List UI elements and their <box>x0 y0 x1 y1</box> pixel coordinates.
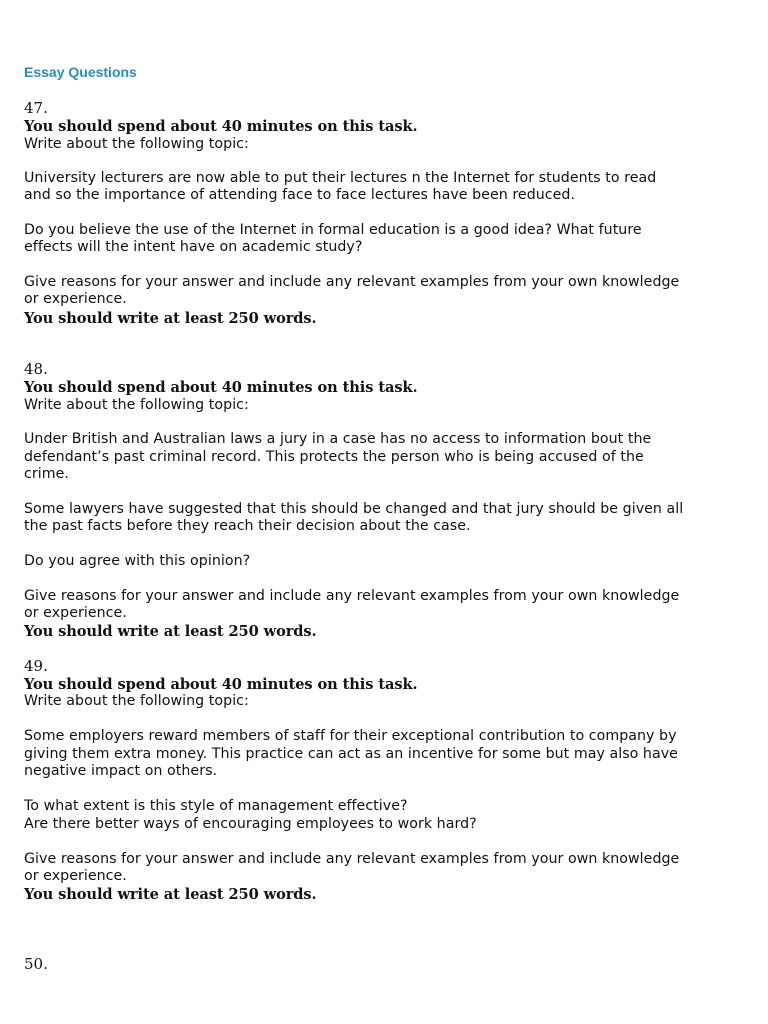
question-text: To what extent is this style of management effective? <box>24 798 408 814</box>
topic-intro: Write about the following topic: <box>24 397 249 413</box>
prompt-text: defendant’s past criminal record. This protects the person who is being accused of the <box>24 449 644 465</box>
reasons-text: Give reasons for your answer and include any relevant examples from your own knowledge <box>24 274 680 290</box>
prompt-text: Some employers reward members of staff for their exceptional contribution to company by <box>24 728 677 744</box>
reasons-text: Give reasons for your answer and include any relevant examples from your own knowledge <box>24 851 680 867</box>
time-instruction: You should spend about 40 minutes on this task. <box>24 379 418 396</box>
prompt-text: the past facts before they reach their decision about the case. <box>24 518 471 534</box>
question-text: Do you believe the use of the Internet in formal education is a good idea? What future <box>24 222 642 238</box>
reasons-text: or experience. <box>24 291 127 307</box>
reasons-text: or experience. <box>24 605 127 621</box>
question-text: Are there better ways of encouraging employees to work hard? <box>24 816 477 832</box>
section-heading: Essay Questions <box>24 64 137 80</box>
word-count-instruction: You should write at least 250 words. <box>24 886 317 903</box>
prompt-text: giving them extra money. This practice can act as an incentive for some but may also have <box>24 746 678 762</box>
prompt-text: negative impact on others. <box>24 763 218 779</box>
topic-intro: Write about the following topic: <box>24 693 249 709</box>
question-number: 49. <box>24 657 48 675</box>
word-count-instruction: You should write at least 250 words. <box>24 310 317 327</box>
question-text: effects will the intent have on academic study? <box>24 239 363 255</box>
time-instruction: You should spend about 40 minutes on this task. <box>24 676 418 693</box>
prompt-text: Under British and Australian laws a jury in a case has no access to information bout the <box>24 431 652 447</box>
prompt-text: University lecturers are now able to put their lectures n the Internet for students to read <box>24 170 657 186</box>
prompt-text: crime. <box>24 466 69 482</box>
question-number: 48. <box>24 360 48 378</box>
prompt-text: Some lawyers have suggested that this should be changed and that jury should be given all <box>24 501 684 517</box>
reasons-text: Give reasons for your answer and include any relevant examples from your own knowledge <box>24 588 680 604</box>
prompt-text: and so the importance of attending face to face lectures have been reduced. <box>24 187 576 203</box>
time-instruction: You should spend about 40 minutes on this task. <box>24 118 418 135</box>
question-text: Do you agree with this opinion? <box>24 553 251 569</box>
topic-intro: Write about the following topic: <box>24 136 249 152</box>
question-number: 50. <box>24 955 48 973</box>
question-number: 47. <box>24 99 48 117</box>
reasons-text: or experience. <box>24 868 127 884</box>
word-count-instruction: You should write at least 250 words. <box>24 623 317 640</box>
